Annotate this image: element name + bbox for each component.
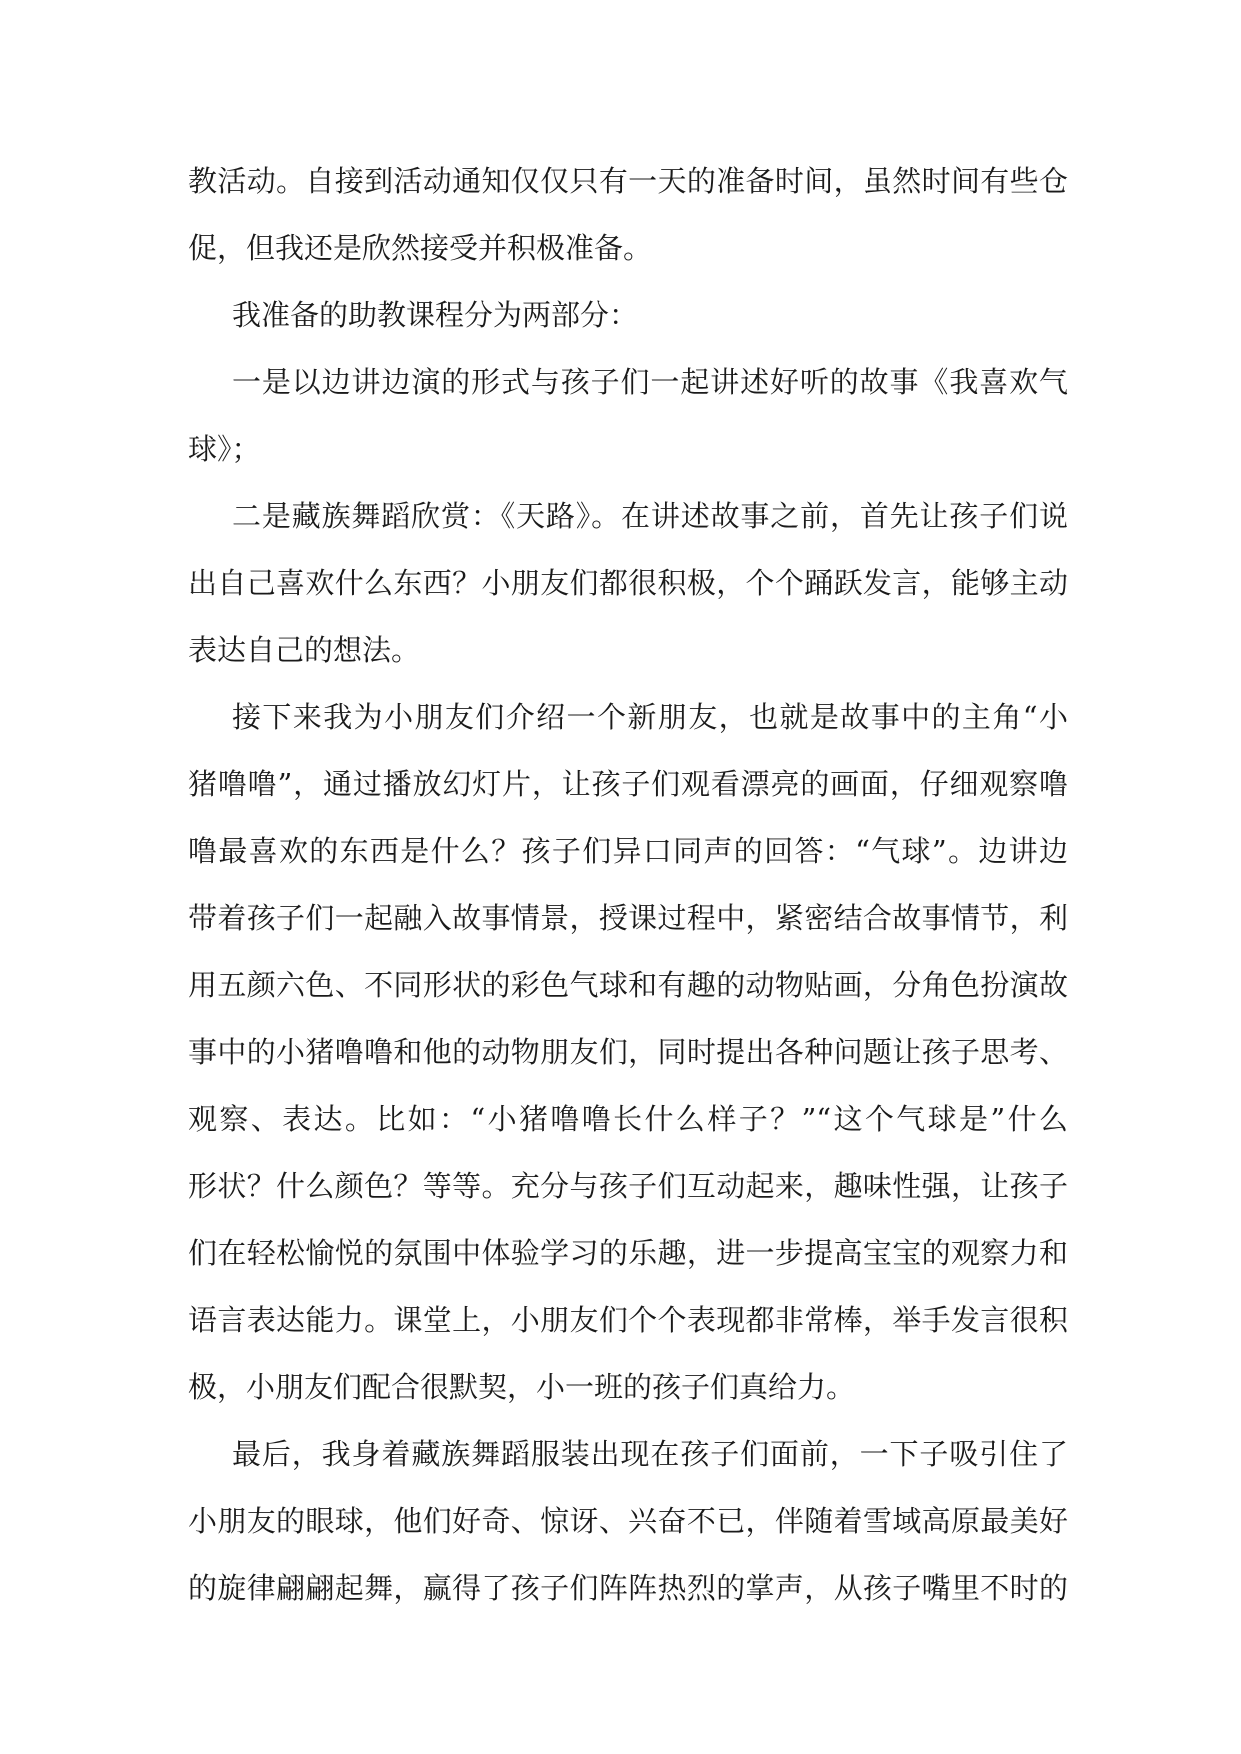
text-line: 观察、表达。比如：“小猪噜噜长什么样子？”“这个气球是”什么 — [188, 1102, 1068, 1136]
text-line: 促，但我还是欣然接受并积极准备。 — [188, 231, 653, 265]
text-line: 极，小朋友们配合很默契，小一班的孩子们真给力。 — [188, 1370, 856, 1404]
paragraph — [188, 349, 1068, 483]
text-line: 我准备的助教课程分为两部分： — [232, 298, 639, 332]
text-line: 最后，我身着藏族舞蹈服装出现在孩子们面前，一下子吸引住了 — [232, 1437, 1068, 1471]
text-line: 形状？什么颜色？等等。充分与孩子们互动起来，趣味性强，让孩子 — [188, 1169, 1068, 1203]
text-line: 教活动。自接到活动通知仅仅只有一天的准备时间，虽然时间有些仓 — [188, 164, 1068, 198]
paragraph — [188, 148, 1068, 282]
paragraph — [188, 483, 1068, 684]
document-body — [188, 148, 1068, 1622]
paragraph — [188, 684, 1068, 1421]
text-line: 们在轻松愉悦的氛围中体验学习的乐趣，进一步提高宝宝的观察力和 — [188, 1236, 1068, 1270]
text-line: 出自己喜欢什么东西？小朋友们都很积极，个个踊跃发言，能够主动 — [188, 566, 1068, 600]
text-line: 的旋律翩翩起舞，赢得了孩子们阵阵热烈的掌声，从孩子嘴里不时的 — [188, 1571, 1068, 1605]
text-line: 语言表达能力。课堂上，小朋友们个个表现都非常棒，举手发言很积 — [188, 1303, 1068, 1337]
text-line: 猪噜噜”，通过播放幻灯片，让孩子们观看漂亮的画面，仔细观察噜 — [188, 767, 1068, 801]
text-line: 噜最喜欢的东西是什么？孩子们异口同声的回答：“气球”。边讲边 — [188, 834, 1068, 868]
paragraph — [188, 1421, 1068, 1622]
text-line: 接下来我为小朋友们介绍一个新朋友，也就是故事中的主角“小 — [232, 700, 1068, 734]
paragraph — [188, 282, 1068, 349]
text-line: 二是藏族舞蹈欣赏：《天路》。在讲述故事之前，首先让孩子们说 — [232, 499, 1068, 533]
text-line: 事中的小猪噜噜和他的动物朋友们，同时提出各种问题让孩子思考、 — [188, 1035, 1068, 1069]
text-line: 用五颜六色、不同形状的彩色气球和有趣的动物贴画，分角色扮演故 — [188, 968, 1068, 1002]
text-line: 球》； — [188, 432, 261, 466]
text-line: 带着孩子们一起融入故事情景，授课过程中，紧密结合故事情节，利 — [188, 901, 1068, 935]
text-line: 一是以边讲边演的形式与孩子们一起讲述好听的故事《我喜欢气 — [232, 365, 1068, 399]
text-line: 小朋友的眼球，他们好奇、惊讶、兴奋不已，伴随着雪域高原最美好 — [188, 1504, 1068, 1538]
text-line: 表达自己的想法。 — [188, 633, 421, 667]
